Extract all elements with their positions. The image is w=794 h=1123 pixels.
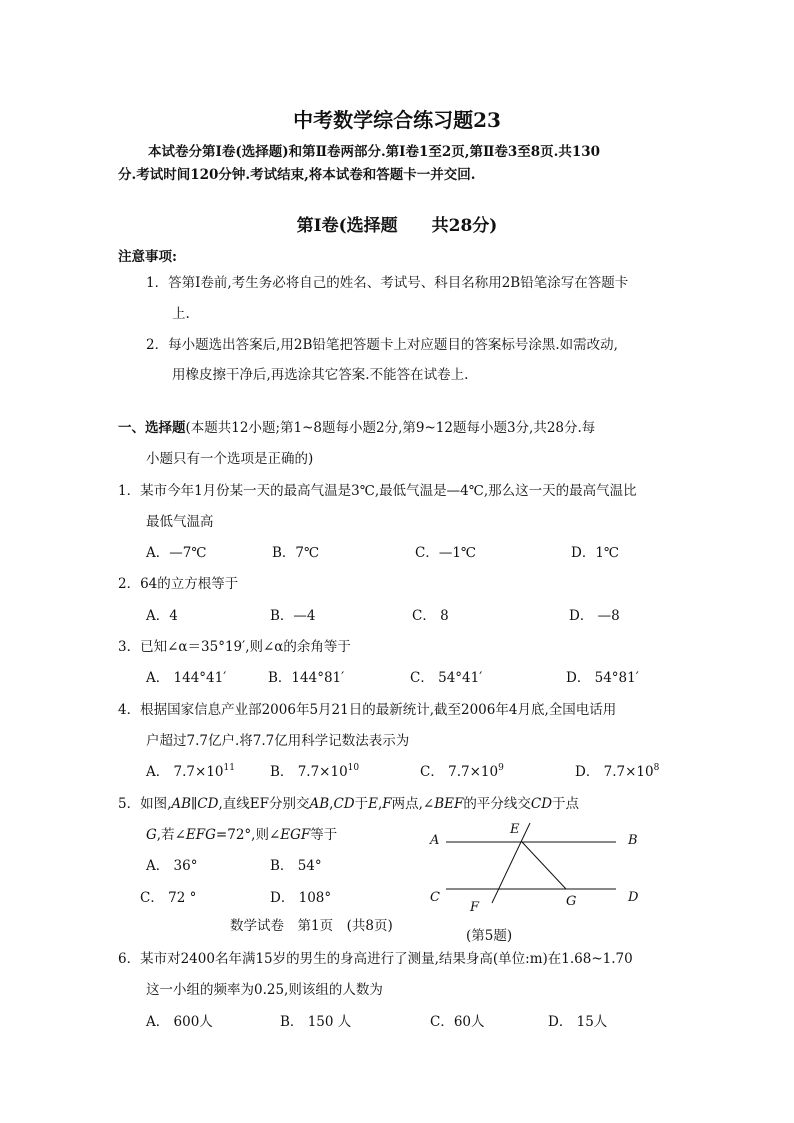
q4-option-d bbox=[575, 760, 659, 780]
q5-option-c: C． 72 ° bbox=[140, 890, 197, 906]
q4-option-d-base: D． 7.7×10 bbox=[575, 764, 654, 780]
label-b: B bbox=[628, 833, 638, 848]
q5-text-17: ,若∠ bbox=[156, 827, 186, 843]
question-1-line-1: 1．某市今年1月份某一天的最高气温是3℃,最低气温是—4℃,那么这一天的最高气温比 bbox=[118, 483, 637, 499]
q4-option-b-exponent: 10 bbox=[347, 763, 360, 773]
label-g: G bbox=[566, 894, 577, 909]
q5-text-5: , bbox=[329, 796, 334, 812]
q3-option-b: B．144°81′ bbox=[268, 670, 345, 686]
label-e: E bbox=[510, 822, 520, 837]
q5-text-13: 的平分线交 bbox=[463, 796, 531, 812]
intro-line-1: 本试卷分第Ⅰ卷(选择题)和第Ⅱ卷两部分.第Ⅰ卷1至2页,第Ⅱ卷3至8页.共130 bbox=[148, 144, 601, 160]
part-1-heading-label: 一、选择题 bbox=[118, 420, 186, 436]
q5-option-b: B． 54° bbox=[270, 858, 322, 874]
label-f: F bbox=[470, 900, 480, 915]
note-1-line-2: 上. bbox=[172, 306, 190, 322]
label-c: C bbox=[430, 890, 440, 905]
q4-option-c-exponent: 9 bbox=[498, 763, 504, 773]
section-title: 第Ⅰ卷(选择题 共28分) bbox=[296, 216, 498, 236]
q5-option-d: D． 108° bbox=[270, 890, 332, 906]
question-4-line-2: 户超过7.7亿户.将7.7亿用科学记数法表示为 bbox=[146, 733, 410, 749]
q5-text-2: AB∥CD bbox=[171, 796, 219, 812]
q5-text-1: 5．如图, bbox=[118, 796, 172, 812]
exam-title: 中考数学综合练习题23 bbox=[293, 108, 501, 132]
q4-option-a-exponent: 11 bbox=[223, 763, 235, 773]
note-2-line-1: 2．每小题选出答案后,用2B铅笔把答题卡上对应题目的答案标号涂黑.如需改动, bbox=[146, 337, 618, 353]
q2-option-d: D． —8 bbox=[569, 608, 620, 624]
intro-line-2: 分.考试时间120分钟.考试结束,将本试卷和答题卡一并交回. bbox=[118, 167, 476, 183]
q6-option-d: D． 15人 bbox=[548, 1014, 608, 1030]
q5-text-14: CD bbox=[530, 796, 553, 812]
bisector-eg bbox=[522, 842, 566, 889]
q5-text-18: EFG bbox=[185, 827, 216, 843]
question-3-line-1: 3．已知∠α＝35°19′,则∠α的余角等于 bbox=[118, 639, 351, 655]
q3-option-c: C． 54°41′ bbox=[410, 670, 483, 686]
q4-option-a bbox=[146, 760, 235, 780]
q5-text-12: BEF bbox=[434, 796, 464, 812]
part-1-description-line-2: 小题只有一个选项是正确的) bbox=[146, 451, 314, 467]
question-5-line-1 bbox=[118, 792, 579, 812]
question-4-line-1: 4．根据国家信息产业部2006年5月21日的最新统计,截至2006年4月底,全国电话用 bbox=[118, 702, 617, 718]
q4-option-c bbox=[420, 760, 504, 780]
q1-option-c: C．—1℃ bbox=[415, 545, 477, 561]
question-6-line-2: 这一小组的频率为0.25,则该组的人数为 bbox=[146, 982, 383, 998]
q2-option-b: B．—4 bbox=[270, 608, 316, 624]
q4-option-d-exponent: 8 bbox=[653, 763, 660, 773]
q5-text-16: G bbox=[146, 827, 157, 843]
question-1-line-2: 最低气温高 bbox=[146, 514, 214, 530]
q5-geometry-figure bbox=[420, 815, 660, 927]
q5-text-10: F bbox=[382, 796, 392, 812]
note-2-line-2: 用橡皮擦干净后,再选涂其它答案.不能答在试卷上. bbox=[172, 367, 469, 383]
q4-option-b-base: B． 7.7×10 bbox=[270, 764, 348, 780]
q3-option-a: A． 144°41′ bbox=[146, 670, 227, 686]
question-6-line-1: 6．某市对2400名年满15岁的男生的身高进行了测量,结果身高(单位:m)在1.68~1.70 bbox=[118, 951, 633, 967]
q5-figure-caption: (第5题) bbox=[466, 928, 513, 944]
q5-text-6: CD bbox=[333, 796, 355, 812]
q6-option-c: C．60人 bbox=[430, 1014, 485, 1030]
q3-option-d: D． 54°81′ bbox=[566, 670, 639, 686]
q5-text-3: ,直线EF分别交 bbox=[218, 796, 310, 812]
label-d: D bbox=[628, 890, 639, 905]
q5-text-15: 于点 bbox=[552, 796, 580, 812]
q1-option-d: D．1℃ bbox=[571, 545, 620, 561]
q5-text-20: EGF bbox=[280, 827, 311, 843]
question-2-line-1: 2．64的立方根等于 bbox=[118, 576, 239, 592]
q1-option-a: A．—7℃ bbox=[146, 545, 207, 561]
q6-option-b: B． 150 人 bbox=[280, 1014, 352, 1030]
q4-option-a-base: A． 7.7×10 bbox=[146, 764, 224, 780]
label-a: A bbox=[430, 833, 440, 848]
q2-option-c: C． 8 bbox=[412, 608, 449, 624]
q5-text-7: 于 bbox=[354, 796, 369, 812]
part-1-description: (本题共12小题;第1~8题每小题2分,第9~12题每小题3分,共28分.每 bbox=[185, 420, 596, 436]
q5-text-4: AB bbox=[309, 796, 330, 812]
q4-option-b bbox=[270, 760, 359, 780]
part-1-heading bbox=[118, 416, 595, 436]
q6-option-a: A． 600人 bbox=[146, 1014, 213, 1030]
note-1-line-1: 1．答第Ⅰ卷前,考生务必将自己的姓名、考试号、科目名称用2B铅笔涂写在答题卡 bbox=[146, 275, 629, 291]
q1-option-b: B．7℃ bbox=[272, 545, 320, 561]
q5-option-a: A． 36° bbox=[146, 858, 198, 874]
q5-text-8: E bbox=[368, 796, 378, 812]
notes-title: 注意事项: bbox=[118, 249, 177, 265]
question-5-line-2 bbox=[146, 823, 337, 843]
q4-option-c-base: C． 7.7×10 bbox=[420, 764, 499, 780]
q5-text-21: 等于 bbox=[310, 827, 338, 843]
page-footer: 数学试卷 第1页 (共8页) bbox=[230, 918, 393, 934]
q5-text-11: 两点,∠ bbox=[391, 796, 435, 812]
q5-text-19: =72°,则∠ bbox=[215, 827, 281, 843]
q2-option-a: A．4 bbox=[146, 608, 178, 624]
q5-text-9: , bbox=[377, 796, 383, 812]
